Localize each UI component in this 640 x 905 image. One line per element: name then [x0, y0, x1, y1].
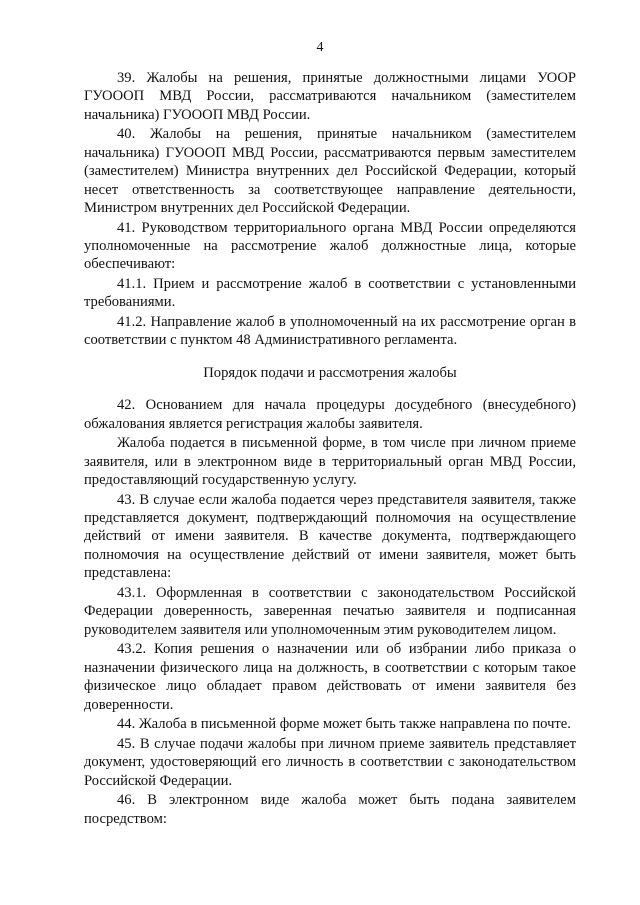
document-body [84, 69, 576, 829]
page-number: 4 [316, 40, 324, 55]
paragraph-43-1: 43.1. Оформленная в соответствии с законодательством Российской Федерации доверенность, заверенная печатью заявителя и подписанная руководителем заявителя или уполномоченным этим руководителем лицом. [84, 584, 576, 638]
section-heading: Порядок подачи и рассмотрения жалобы [203, 364, 457, 381]
paragraph-43: 43. В случае если жалоба подается через представителя заявителя, также представляется документ, подтверждающий полномочия на осуществление действий от имени заявителя. В качестве документа, подтверждающего полномочия на осуществление действий от имени заявителя, может быть представлена: [84, 491, 576, 582]
paragraph-46: 46. В электронном виде жалоба может быть подана заявителем посредством: [84, 792, 576, 827]
paragraph-44: 44. Жалоба в письменной форме может быть также направлена по почте. [117, 716, 571, 733]
paragraph-43-2: 43.2. Копия решения о назначении или об избрании либо приказа о назначении физического лица на должность, в соответствии с которым такое физическое лицо обладает правом действовать от имени заявителя без доверенности. [84, 641, 576, 713]
paragraph-39: 39. Жалобы на решения, принятые должностными лицами УООР ГУОООП МВД России, рассматриваются начальником (заместителем начальника) ГУОООП МВД России. [84, 70, 576, 123]
paragraph-42: 42. Основанием для начала процедуры досудебного (внесудебного) обжалования является регистрация жалобы заявителя. [84, 397, 576, 432]
paragraph-40: 40. Жалобы на решения, принятые начальником (заместителем начальника) ГУОООП МВД России, рассматриваются первым заместителем (заместителем) Министра внутренних дел Российской Федерации, который несет ответственность за соответствующее направление деятельности, Министром внутренних дел Российской Федерации. [84, 126, 576, 217]
paragraph-41-1: 41.1. Прием и рассмотрение жалоб в соответствии с установленными требованиями. [84, 276, 576, 311]
paragraph-41-2: 41.2. Направление жалоб в уполномоченный на их рассмотрение орган в соответствии с пунктом 48 Административного регламента. [84, 314, 576, 349]
paragraph-41: 41. Руководством территориального органа МВД России определяются уполномоченные на рассмотрение жалоб должностные лица, которые обеспечивают: [84, 219, 576, 273]
paragraph-45: 45. В случае подачи жалобы при личном приеме заявитель представляет документ, удостоверяющий его личность в соответствии с законодательством Российской Федерации. [84, 735, 576, 789]
paragraph-42-continued: Жалоба подается в письменной форме, в том числе при личном приеме заявителя, или в электронном виде в территориальный орган МВД России, предоставляющий государственную услугу. [84, 435, 576, 489]
